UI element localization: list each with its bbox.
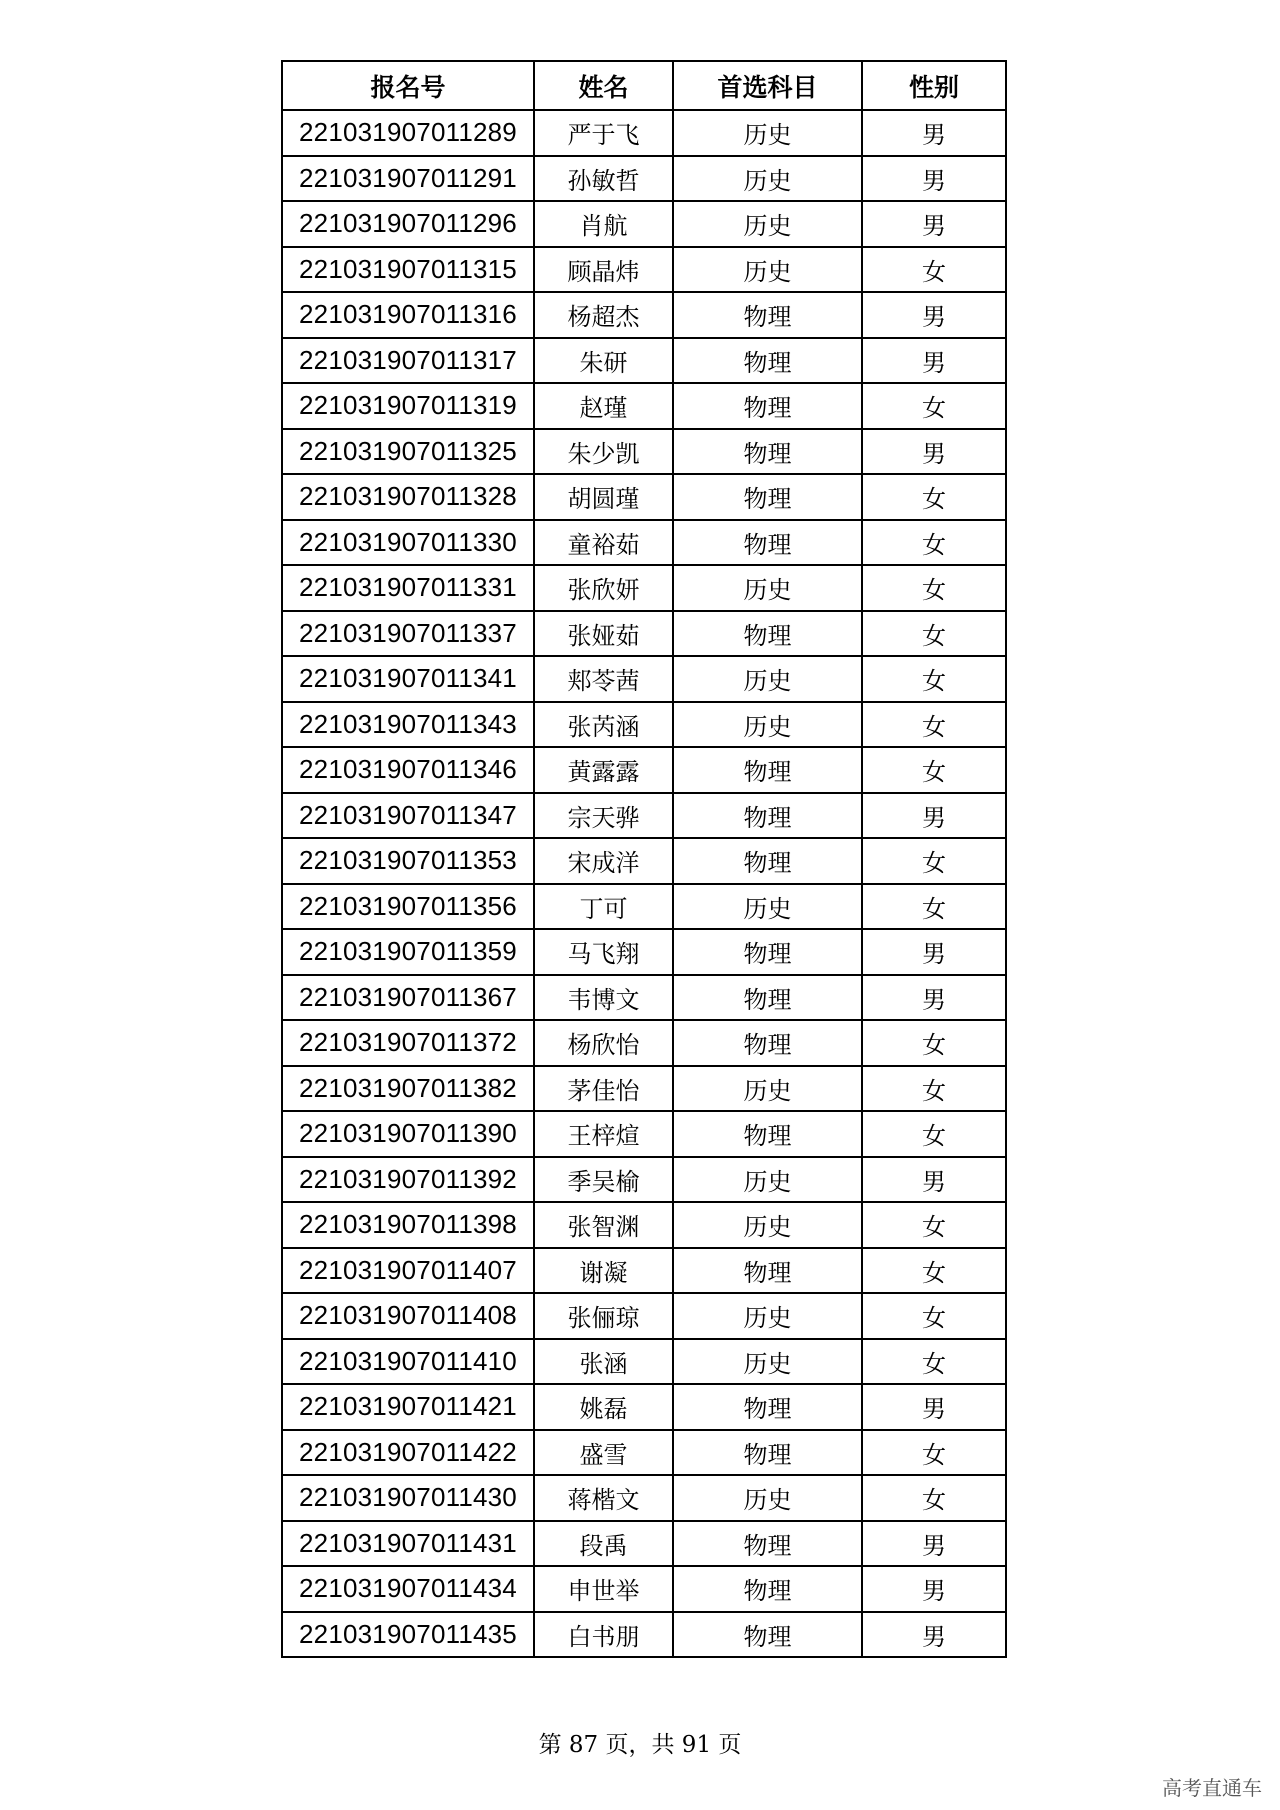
cell-gender: 男 — [862, 338, 1006, 384]
cell-name: 姚磊 — [534, 1384, 673, 1430]
cell-gender: 男 — [862, 156, 1006, 202]
cell-gender: 男 — [862, 1612, 1006, 1658]
cell-name: 蒋楷文 — [534, 1475, 673, 1521]
cell-gender: 女 — [862, 838, 1006, 884]
cell-gender: 男 — [862, 975, 1006, 1021]
cell-name: 胡圆瑾 — [534, 474, 673, 520]
cell-registration-no: 221031907011410 — [282, 1339, 534, 1385]
cell-name: 孙敏哲 — [534, 156, 673, 202]
cell-subject: 物理 — [673, 838, 862, 884]
cell-name: 白书朋 — [534, 1612, 673, 1658]
cell-gender: 女 — [862, 565, 1006, 611]
table-row — [282, 747, 1006, 793]
table-row — [282, 1430, 1006, 1476]
cell-name: 宋成洋 — [534, 838, 673, 884]
table-row — [282, 702, 1006, 748]
cell-gender: 女 — [862, 1202, 1006, 1248]
cell-registration-no: 221031907011328 — [282, 474, 534, 520]
cell-subject: 物理 — [673, 520, 862, 566]
cell-gender: 男 — [862, 110, 1006, 156]
table-row — [282, 383, 1006, 429]
cell-registration-no: 221031907011341 — [282, 656, 534, 702]
cell-gender: 女 — [862, 1066, 1006, 1112]
cell-registration-no: 221031907011331 — [282, 565, 534, 611]
table-row — [282, 1202, 1006, 1248]
cell-gender: 男 — [862, 1157, 1006, 1203]
cell-subject: 历史 — [673, 201, 862, 247]
cell-registration-no: 221031907011291 — [282, 156, 534, 202]
cell-subject: 物理 — [673, 1430, 862, 1476]
cell-registration-no: 221031907011316 — [282, 292, 534, 338]
header-name: 姓名 — [534, 61, 673, 110]
cell-gender: 女 — [862, 1020, 1006, 1066]
table-row — [282, 611, 1006, 657]
cell-gender: 女 — [862, 1339, 1006, 1385]
cell-subject: 物理 — [673, 383, 862, 429]
cell-registration-no: 221031907011407 — [282, 1248, 534, 1294]
page-number: 第 87 页，共 91 页 — [538, 1732, 742, 1758]
cell-registration-no: 221031907011359 — [282, 929, 534, 975]
table-row — [282, 1612, 1006, 1658]
cell-subject: 物理 — [673, 1521, 862, 1567]
table-row — [282, 565, 1006, 611]
cell-gender: 女 — [862, 702, 1006, 748]
cell-subject: 历史 — [673, 1293, 862, 1339]
cell-subject: 历史 — [673, 247, 862, 293]
header-subject: 首选科目 — [673, 61, 862, 110]
cell-registration-no: 221031907011408 — [282, 1293, 534, 1339]
cell-subject: 物理 — [673, 747, 862, 793]
cell-name: 盛雪 — [534, 1430, 673, 1476]
cell-name: 茅佳怡 — [534, 1066, 673, 1112]
cell-subject: 物理 — [673, 474, 862, 520]
cell-subject: 物理 — [673, 1566, 862, 1612]
cell-name: 季吴榆 — [534, 1157, 673, 1203]
cell-registration-no: 221031907011353 — [282, 838, 534, 884]
cell-gender: 男 — [862, 793, 1006, 839]
cell-subject: 历史 — [673, 1339, 862, 1385]
cell-name: 肖航 — [534, 201, 673, 247]
table-row — [282, 474, 1006, 520]
cell-name: 严于飞 — [534, 110, 673, 156]
header-registration-no: 报名号 — [282, 61, 534, 110]
cell-registration-no: 221031907011435 — [282, 1612, 534, 1658]
cell-subject: 历史 — [673, 656, 862, 702]
cell-name: 童裕茹 — [534, 520, 673, 566]
cell-registration-no: 221031907011296 — [282, 201, 534, 247]
table-header-row — [282, 61, 1006, 110]
cell-registration-no: 221031907011422 — [282, 1430, 534, 1476]
cell-registration-no: 221031907011315 — [282, 247, 534, 293]
cell-name: 张智渊 — [534, 1202, 673, 1248]
table-row — [282, 884, 1006, 930]
cell-subject: 物理 — [673, 429, 862, 475]
cell-name: 郏苓茜 — [534, 656, 673, 702]
table-row — [282, 1111, 1006, 1157]
cell-registration-no: 221031907011343 — [282, 702, 534, 748]
cell-subject: 历史 — [673, 1202, 862, 1248]
table-row — [282, 1521, 1006, 1567]
cell-gender: 女 — [862, 884, 1006, 930]
cell-registration-no: 221031907011421 — [282, 1384, 534, 1430]
table-row — [282, 1157, 1006, 1203]
cell-subject: 历史 — [673, 1157, 862, 1203]
cell-subject: 历史 — [673, 884, 862, 930]
cell-gender: 女 — [862, 747, 1006, 793]
cell-name: 谢凝 — [534, 1248, 673, 1294]
cell-registration-no: 221031907011367 — [282, 975, 534, 1021]
roster-table — [281, 60, 1007, 1658]
cell-subject: 物理 — [673, 292, 862, 338]
cell-subject: 物理 — [673, 793, 862, 839]
cell-registration-no: 221031907011325 — [282, 429, 534, 475]
table-row — [282, 156, 1006, 202]
table-row — [282, 247, 1006, 293]
cell-gender: 男 — [862, 1566, 1006, 1612]
cell-name: 丁可 — [534, 884, 673, 930]
cell-registration-no: 221031907011398 — [282, 1202, 534, 1248]
table-row — [282, 110, 1006, 156]
cell-gender: 男 — [862, 1521, 1006, 1567]
cell-gender: 女 — [862, 383, 1006, 429]
cell-gender: 男 — [862, 201, 1006, 247]
cell-registration-no: 221031907011431 — [282, 1521, 534, 1567]
cell-registration-no: 221031907011337 — [282, 611, 534, 657]
cell-subject: 历史 — [673, 156, 862, 202]
cell-name: 朱研 — [534, 338, 673, 384]
cell-name: 顾晶炜 — [534, 247, 673, 293]
cell-registration-no: 221031907011347 — [282, 793, 534, 839]
cell-gender: 男 — [862, 292, 1006, 338]
cell-name: 张俪琼 — [534, 1293, 673, 1339]
table-row — [282, 793, 1006, 839]
watermark: 高考直通车 — [1162, 1776, 1262, 1800]
cell-gender: 女 — [862, 1248, 1006, 1294]
cell-subject: 物理 — [673, 929, 862, 975]
cell-gender: 男 — [862, 929, 1006, 975]
cell-subject: 历史 — [673, 110, 862, 156]
table-row — [282, 338, 1006, 384]
table-row — [282, 838, 1006, 884]
cell-registration-no: 221031907011382 — [282, 1066, 534, 1112]
cell-name: 张芮涵 — [534, 702, 673, 748]
cell-registration-no: 221031907011356 — [282, 884, 534, 930]
cell-name: 朱少凯 — [534, 429, 673, 475]
cell-gender: 女 — [862, 1293, 1006, 1339]
cell-registration-no: 221031907011430 — [282, 1475, 534, 1521]
cell-name: 赵瑾 — [534, 383, 673, 429]
cell-gender: 女 — [862, 1430, 1006, 1476]
table-row — [282, 201, 1006, 247]
cell-name: 宗天骅 — [534, 793, 673, 839]
cell-gender: 女 — [862, 247, 1006, 293]
cell-subject: 历史 — [673, 1475, 862, 1521]
table-row — [282, 929, 1006, 975]
table-row — [282, 1066, 1006, 1112]
table-row — [282, 1339, 1006, 1385]
cell-registration-no: 221031907011289 — [282, 110, 534, 156]
table-row — [282, 1248, 1006, 1294]
cell-registration-no: 221031907011390 — [282, 1111, 534, 1157]
cell-name: 杨超杰 — [534, 292, 673, 338]
cell-subject: 历史 — [673, 565, 862, 611]
cell-name: 段禹 — [534, 1521, 673, 1567]
cell-gender: 女 — [862, 611, 1006, 657]
cell-gender: 男 — [862, 429, 1006, 475]
cell-subject: 物理 — [673, 1612, 862, 1658]
table-row — [282, 975, 1006, 1021]
cell-gender: 女 — [862, 1475, 1006, 1521]
table-row — [282, 1475, 1006, 1521]
cell-registration-no: 221031907011392 — [282, 1157, 534, 1203]
cell-gender: 女 — [862, 474, 1006, 520]
header-gender: 性别 — [862, 61, 1006, 110]
cell-name: 韦博文 — [534, 975, 673, 1021]
cell-name: 张涵 — [534, 1339, 673, 1385]
cell-subject: 物理 — [673, 611, 862, 657]
cell-registration-no: 221031907011330 — [282, 520, 534, 566]
cell-registration-no: 221031907011319 — [282, 383, 534, 429]
cell-gender: 女 — [862, 1111, 1006, 1157]
table-row — [282, 1384, 1006, 1430]
table-row — [282, 429, 1006, 475]
cell-name: 杨欣怡 — [534, 1020, 673, 1066]
cell-subject: 历史 — [673, 1066, 862, 1112]
table-row — [282, 292, 1006, 338]
table-row — [282, 520, 1006, 566]
table-row — [282, 1293, 1006, 1339]
cell-name: 王梓煊 — [534, 1111, 673, 1157]
cell-subject: 物理 — [673, 975, 862, 1021]
table-row — [282, 1020, 1006, 1066]
cell-name: 马飞翔 — [534, 929, 673, 975]
cell-gender: 女 — [862, 520, 1006, 566]
cell-subject: 物理 — [673, 1248, 862, 1294]
cell-registration-no: 221031907011317 — [282, 338, 534, 384]
cell-registration-no: 221031907011372 — [282, 1020, 534, 1066]
cell-gender: 女 — [862, 656, 1006, 702]
cell-gender: 男 — [862, 1384, 1006, 1430]
cell-name: 黄露露 — [534, 747, 673, 793]
cell-name: 张欣妍 — [534, 565, 673, 611]
cell-subject: 物理 — [673, 338, 862, 384]
cell-registration-no: 221031907011434 — [282, 1566, 534, 1612]
cell-name: 张娅茹 — [534, 611, 673, 657]
table-row — [282, 656, 1006, 702]
cell-name: 申世举 — [534, 1566, 673, 1612]
cell-subject: 物理 — [673, 1111, 862, 1157]
cell-subject: 物理 — [673, 1020, 862, 1066]
table-body — [282, 110, 1006, 1657]
cell-registration-no: 221031907011346 — [282, 747, 534, 793]
cell-subject: 历史 — [673, 702, 862, 748]
table-row — [282, 1566, 1006, 1612]
cell-subject: 物理 — [673, 1384, 862, 1430]
